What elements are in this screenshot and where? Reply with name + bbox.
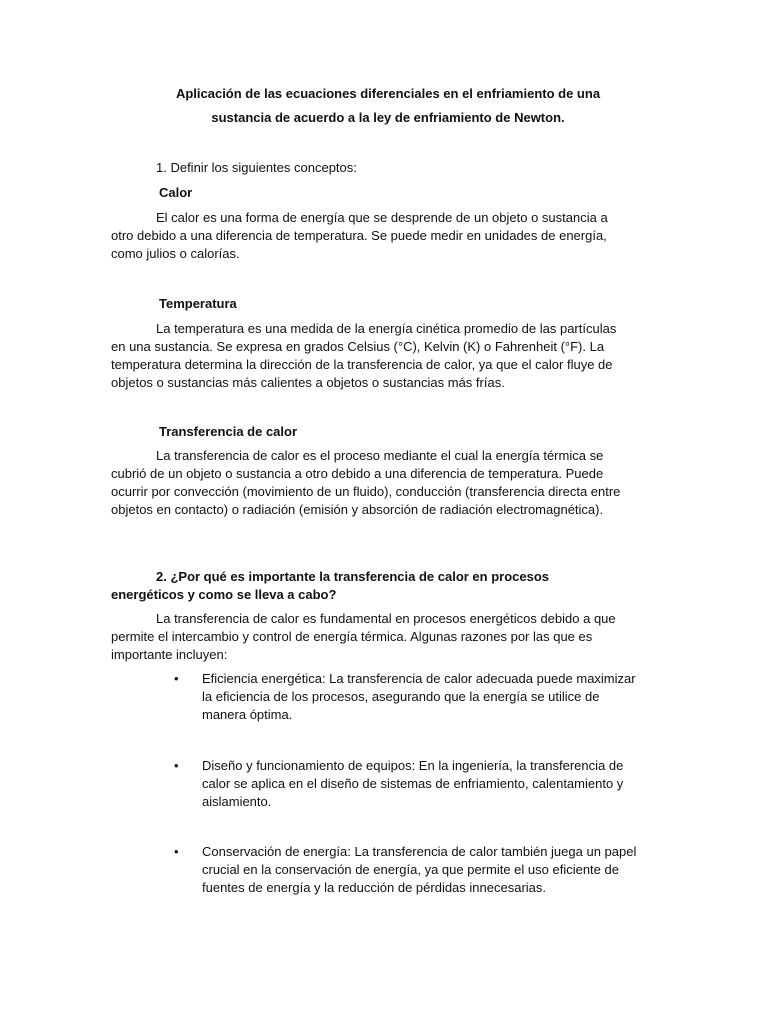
document-title-line-2: sustancia de acuerdo a la ley de enfriamiento de Newton. — [211, 110, 565, 125]
heading-calor: Calor — [159, 185, 193, 200]
bullet-icon: • — [174, 758, 179, 773]
section1-intro: 1. Definir los siguientes conceptos: — [156, 160, 357, 175]
list-item-text: Conservación de energía: La transferencia de calor también juega un papel crucial en la conservación de energía, ya que permite el uso eficiente de fuentes de energía y la reducción de pérdidas innecesarias. — [202, 844, 637, 895]
list-item-text: Diseño y funcionamiento de equipos: En la ingeniería, la transferencia de calor se aplica en el diseño de sistemas de enfriamiento, calentamiento y aislamiento. — [202, 758, 624, 809]
paragraph-calor: El calor es una forma de energía que se desprende de un objeto o sustancia a otro debido a una diferencia de temperatura. Se puede medir en unidades de energía, como julios o calorías. — [111, 210, 608, 261]
heading-transferencia: Transferencia de calor — [159, 424, 298, 439]
list-item-text: Eficiencia energética: La transferencia de calor adecuada puede maximizar la eficiencia de los procesos, asegurando que la energía se utilice de manera óptima. — [202, 671, 636, 722]
paragraph-temperatura: La temperatura es una medida de la energía cinética promedio de las partículas en una sustancia. Se expresa en grados Celsius (°C), Kelvin (K) o Fahrenheit (°F). La temperatura determina la dirección de la transferencia de calor, ya que el calor fluye de objetos o sustancias más calientes a objetos o sustancias más frías. — [111, 321, 617, 390]
heading-temperatura: Temperatura — [159, 296, 237, 311]
paragraph-section2: La transferencia de calor es fundamental en procesos energéticos debido a que permite el intercambio y control de energía térmica. Algunas razones por las que es importante incluyen: — [111, 611, 616, 662]
bullet-icon: • — [174, 844, 179, 859]
question-2: 2. ¿Por qué es importante la transferencia de calor en procesos energéticos y como se lleva a cabo? — [111, 569, 550, 602]
paragraph-transferencia: La transferencia de calor es el proceso mediante el cual la energía térmica se cubrió de un objeto o sustancia a otro debido a una diferencia de temperatura. Puede ocurrir por convección (movimiento de un fluido), conducción (transferencia directa entre objetos en contacto) o radiación (emisión y absorción de radiación electromagnética). — [111, 448, 621, 517]
bullet-icon: • — [174, 671, 179, 686]
document-title-line-1: Aplicación de las ecuaciones diferenciales en el enfriamiento de una — [175, 86, 601, 101]
